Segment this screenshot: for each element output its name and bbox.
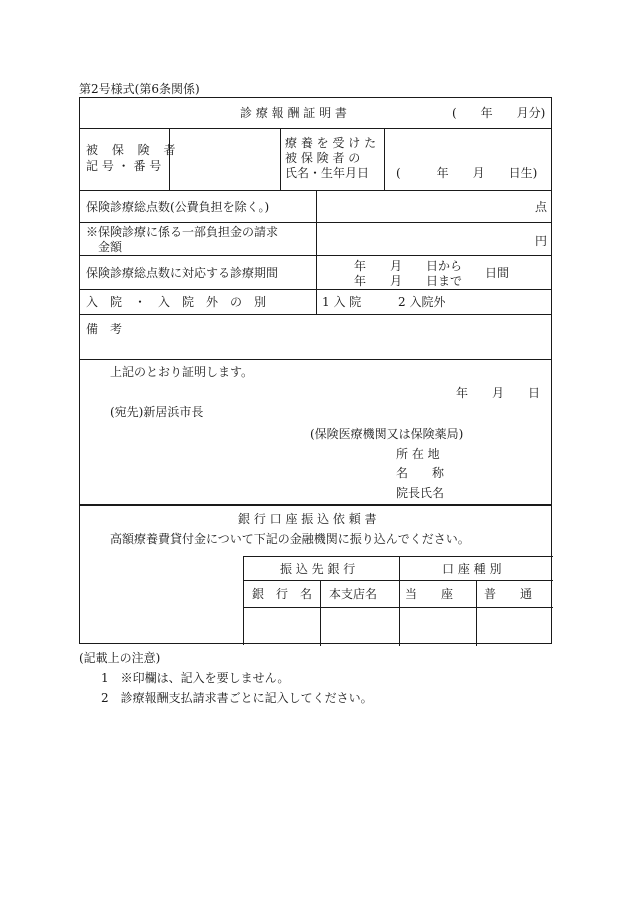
patient-label-line2: 被 保 険 者 の [285,151,361,165]
row-divider [80,314,551,315]
bank-header: 振 込 先 銀 行 [280,562,356,576]
yen-unit: 円 [535,234,548,248]
ordinary-account-field[interactable] [477,608,553,645]
current-account-field[interactable] [400,608,475,645]
ordinary-account-column: 普 通 [484,587,533,601]
insured-label-line1: 被 保 険 者 [86,143,181,157]
admission-option-outpatient: 2 入院外 [398,295,446,309]
facility-name-label: 名 称 [396,466,445,480]
period-from: 年 月 日から [354,259,463,273]
birth-date: ( 年 月 日生) [396,166,538,180]
bank-name-column: 銀 行 名 [252,587,313,601]
branch-name-field[interactable] [321,608,398,645]
director-name-label: 院長氏名 [396,486,445,500]
period-to: 年 月 日まで [354,274,463,288]
row-divider [80,128,551,129]
copay-label-line2: 金額 [98,240,123,254]
title-period: ( 年 月分) [452,106,546,120]
patient-label-line3: 氏名・生年月日 [285,166,370,180]
period-label: 保険診療総点数に対応する診療期間 [86,266,279,280]
bank-account-table [243,556,553,645]
copay-label-line1: ※保険診療に係る一部負担金の請求 [86,225,279,239]
form-title: 診 療 報 酬 証 明 書 [240,106,347,120]
col-divider [316,190,317,314]
note-item: 2 診療報酬支払請求書ごとに記入してください。 [101,691,373,705]
current-account-column: 当 座 [405,587,454,601]
certificate-form [79,97,552,644]
bank-request-title: 銀 行 口 座 振 込 依 頼 書 [238,512,377,526]
col-divider [384,128,385,190]
row-divider [80,359,551,360]
col-divider [169,128,170,190]
points-unit: 点 [535,200,548,214]
patient-label-line1: 療 養 を 受 け た [285,136,377,150]
notes-section [79,648,373,708]
admission-label: 入 院 ・ 入 院 外 の 別 [86,295,267,309]
certification-statement: 上記のとおり証明します。 [110,365,254,379]
bank-name-field[interactable] [244,608,319,645]
address-label: 所 在 地 [396,447,440,461]
notes-title: (記載上の注意) [79,651,161,665]
bank-request-statement: 高額療養費貸付金について下記の金融機関に振り込んでください。 [110,532,470,546]
branch-name-column: 本支店名 [329,587,378,601]
total-points-label: 保険診療総点数(公費負担を除く。) [86,200,270,214]
addressee: (宛先)新居浜市長 [110,405,204,419]
form-number-label: 第2号様式(第6条関係) [79,82,200,96]
insured-label-line2: 記 号 ・ 番 号 [86,159,162,173]
row-divider [80,505,551,506]
certification-date: 年 月 日 [456,386,541,400]
institution-label: (保険医療機関又は保険薬局) [310,427,464,441]
col-divider [280,128,281,190]
period-days: 日間 [485,266,510,280]
admission-option-inpatient: 1 入 院 [322,295,362,309]
account-type-header: 口 座 種 別 [442,562,502,576]
remarks-label: 備 考 [86,322,123,336]
note-item: 1 ※印欄は、記入を要しません。 [101,671,290,685]
